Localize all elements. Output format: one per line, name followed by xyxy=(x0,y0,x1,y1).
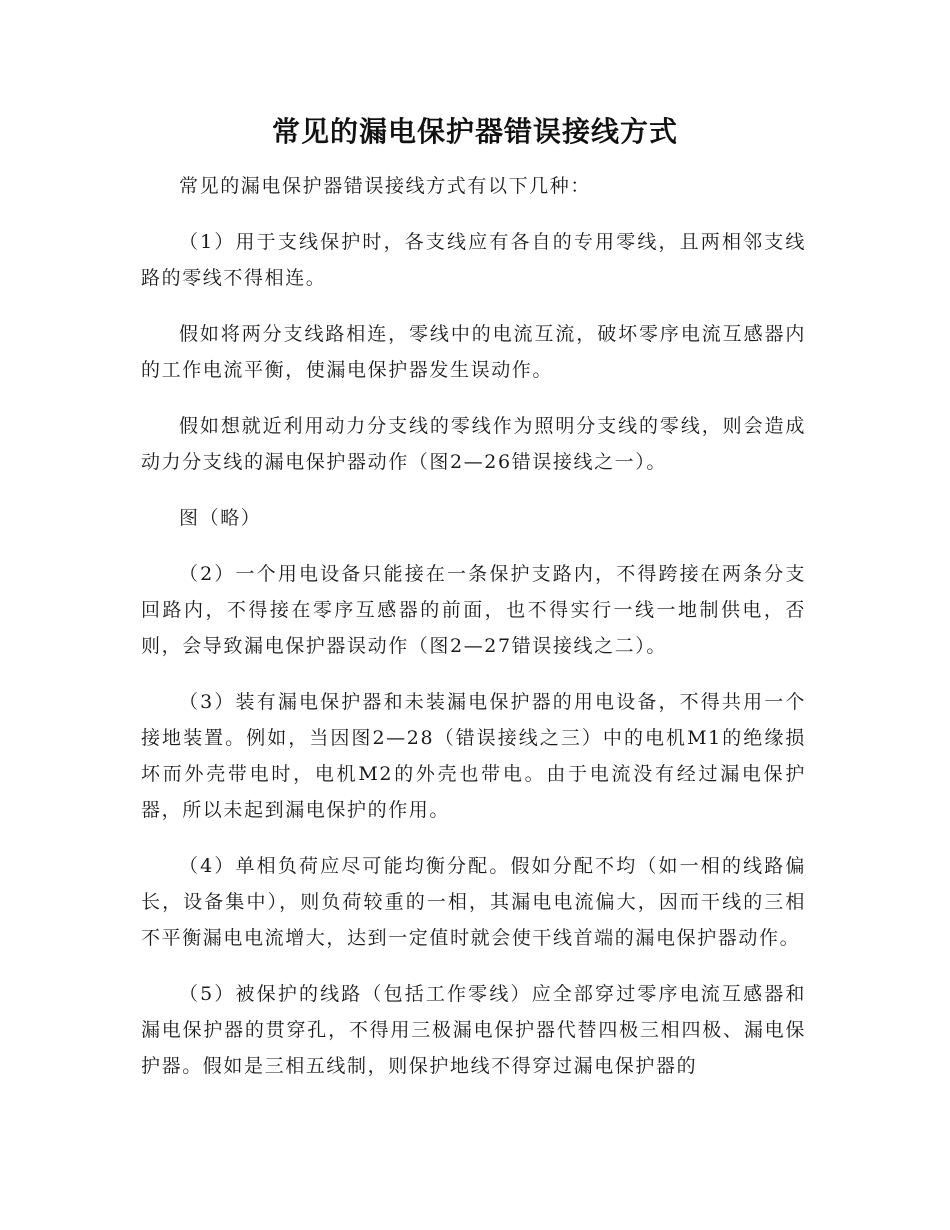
paragraph-rule-1: （1）用于支线保护时，各支线应有各自的专用零线，且两相邻支线路的零线不得相连。 xyxy=(141,231,806,289)
figure-placeholder: 图（略） xyxy=(179,507,262,529)
paragraph-rule-5: （5）被保护的线路（包括工作零线）应全部穿过零序电流互感器和漏电保护器的贯穿孔，不得用三极漏电保护器代替四极三相四极、漏电保护器。假如是三相五线制，则保护地线不得穿过漏电保护器的 xyxy=(141,983,806,1077)
paragraph-rule-2: （2）一个用电设备只能接在一条保护支路内，不得跨接在两条分支回路内，不得接在零序互感器的前面，也不得实行一线一地制供电，否则，会导致漏电保护器误动作（图2—27错误接线之二）。 xyxy=(141,563,806,657)
document-title: 常见的漏电保护器错误接线方式 xyxy=(271,115,678,148)
paragraph-rule-4: （4）单相负荷应尽可能均衡分配。假如分配不均（如一相的线路偏长，设备集中），则负荷较重的一相，其漏电电流偏大，因而干线的三相不平衡漏电电流增大，达到一定值时就会使干线首端的漏电保护器动作。 xyxy=(141,855,806,949)
paragraph-rule-1-explanation: 假如将两分支线路相连，零线中的电流互流，破坏零序电流互感器内的工作电流平衡，使漏电保护器发生误动作。 xyxy=(141,323,806,381)
paragraph-rule-3: （3）装有漏电保护器和未装漏电保护器的用电设备，不得共用一个接地装置。例如，当因图2—28（错误接线之三）中的电机M1的绝缘损坏而外壳带电时，电机M2的外壳也带电。由于电流没有经过漏电保护器，所以未起到漏电保护的作用。 xyxy=(141,691,806,821)
document-body xyxy=(141,168,806,1104)
paragraph-rule-1-example: 假如想就近利用动力分支线的零线作为照明分支线的零线，则会造成动力分支线的漏电保护器动作（图2—26错误接线之一）。 xyxy=(141,415,806,473)
paragraph-intro: 常见的漏电保护器错误接线方式有以下几种： xyxy=(179,175,592,197)
